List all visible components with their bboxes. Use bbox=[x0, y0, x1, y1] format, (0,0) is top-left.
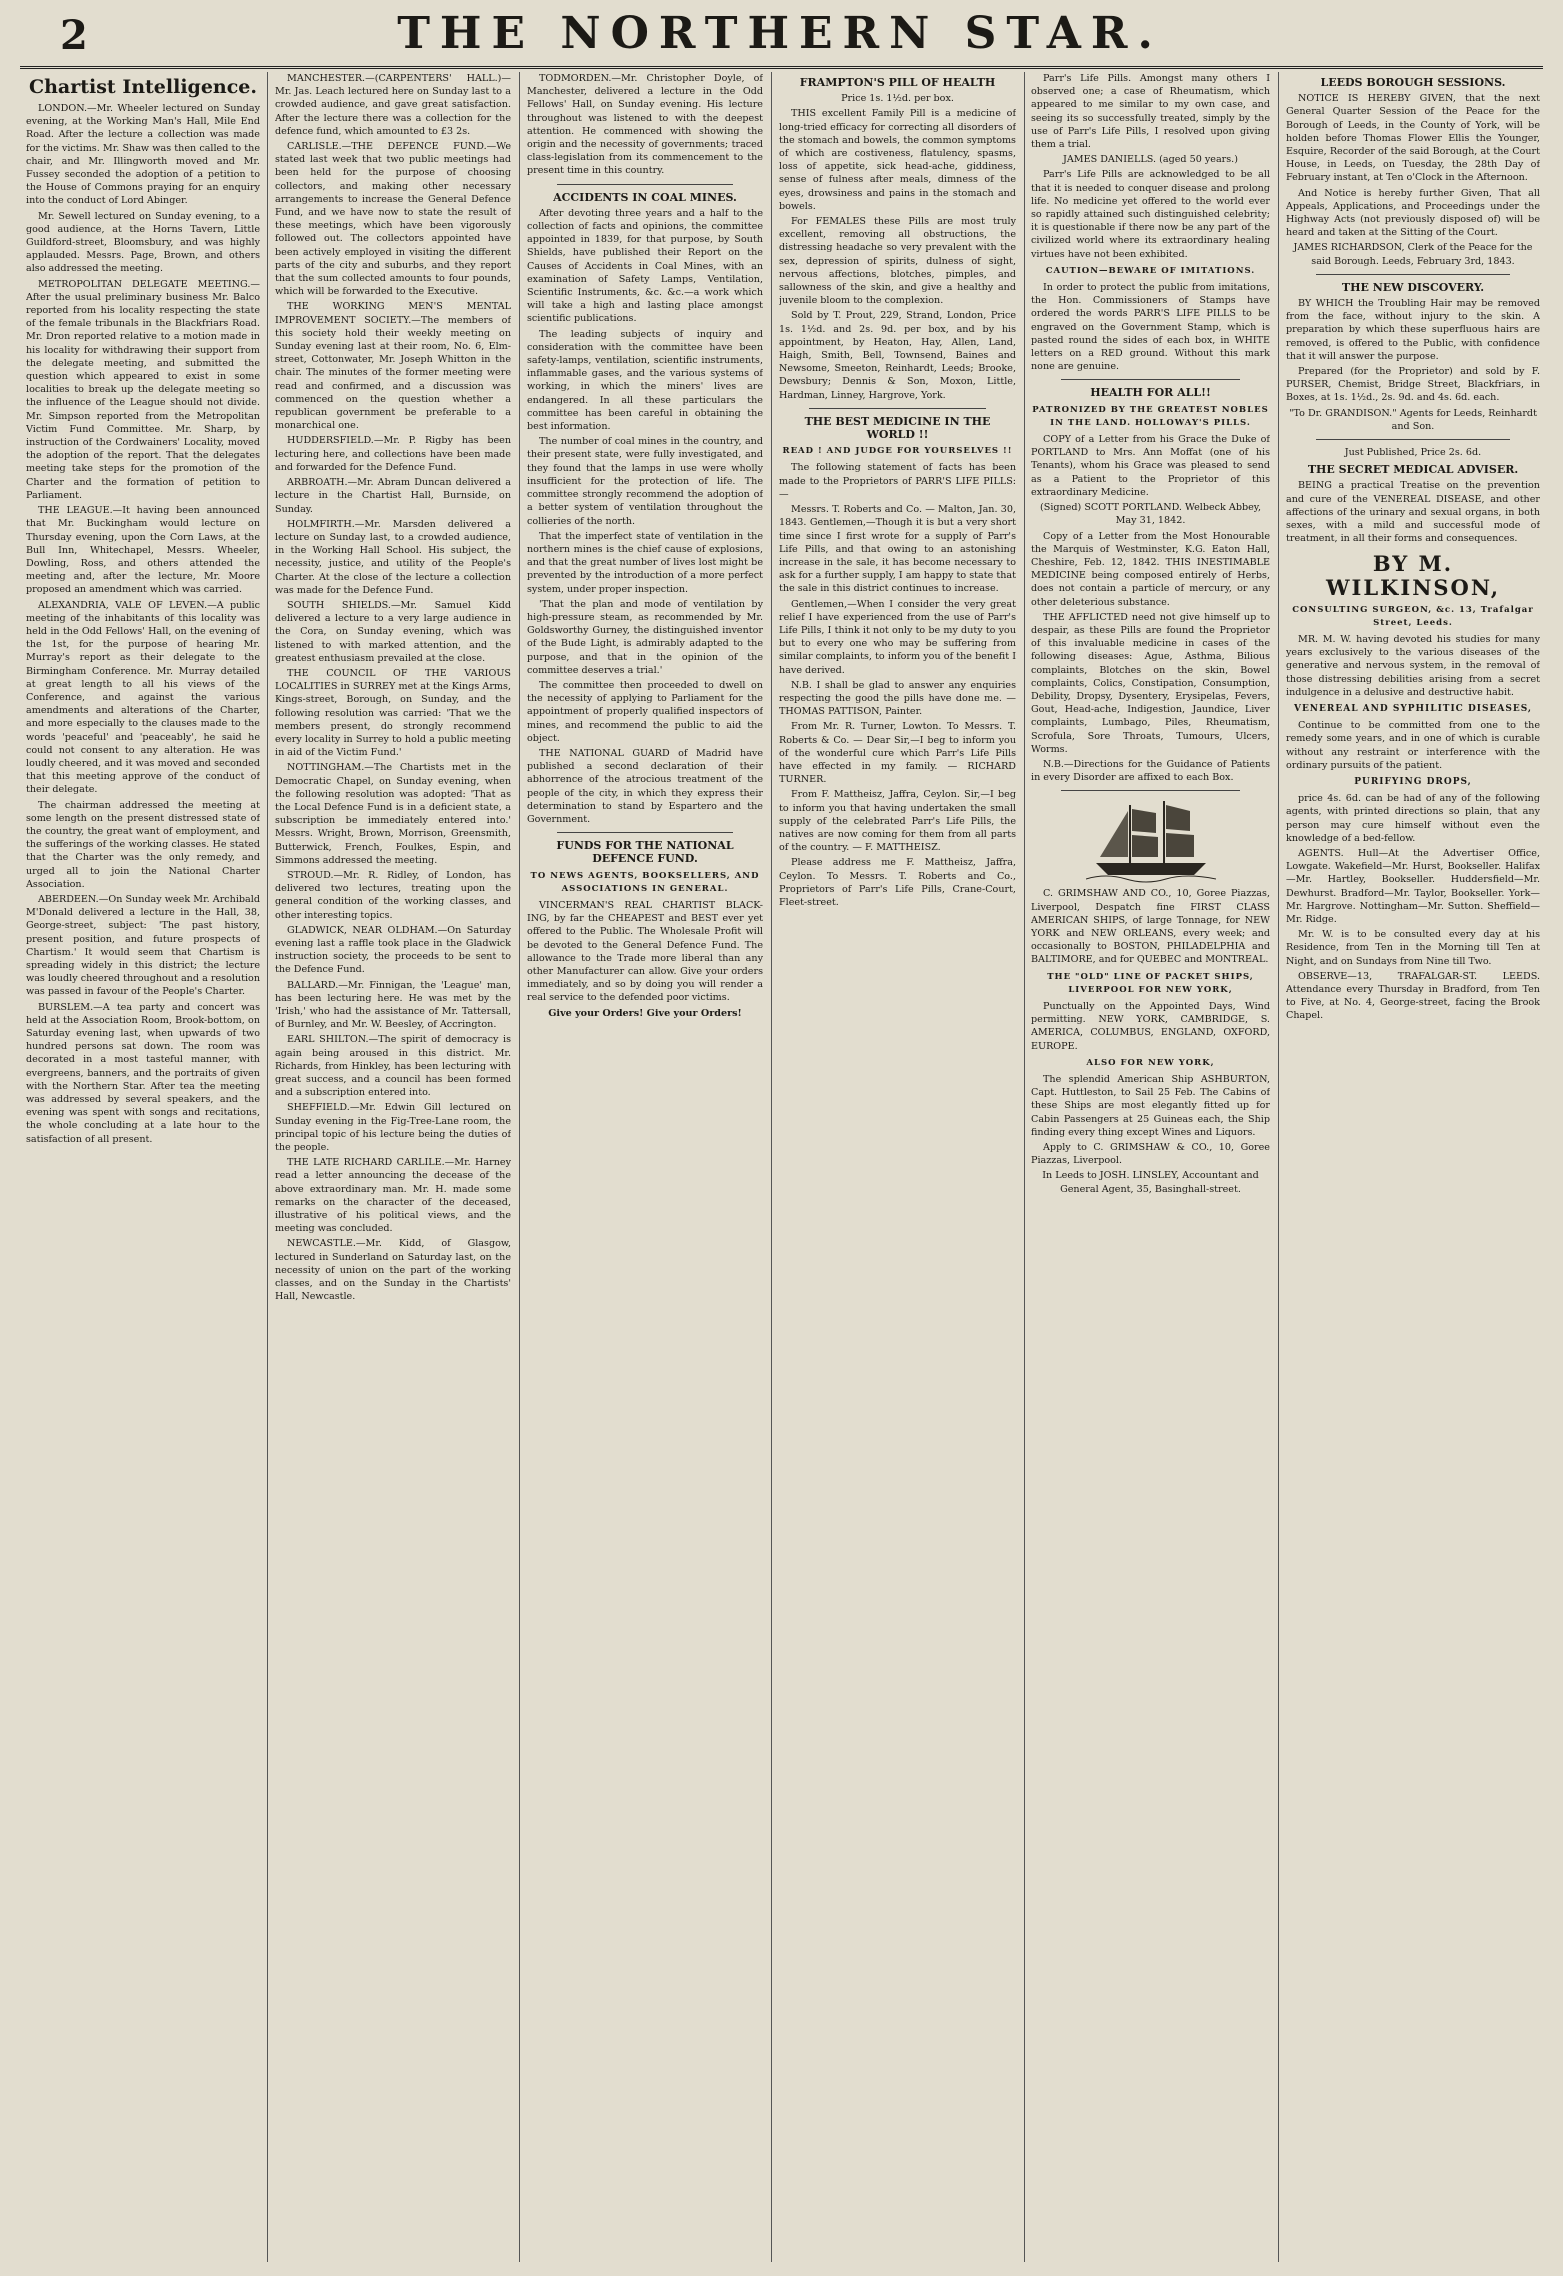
article-paragraph: STROUD.—Mr. R. Ridley, of London, has delivered two lectures, treating upon the general condition of the working classes, and other interesting topics. bbox=[275, 869, 511, 921]
column-rule bbox=[267, 72, 268, 2262]
article-paragraph: ALEXANDRIA, VALE OF LEVEN.—A public meeting of the inhabitants of this locality was held in the Odd Fellows' Hall, on the evening of the 1st, for the purpose of hearing Mr. Murray's report as their delegate to the Birmingham Conference. Mr. Murray detailed at great length to all his views of the Conference, and against the various amendments and alterations of the Charter, and more especially to the clauses made to the words 'peaceful' and 'peaceably', he said he could not consent to any alteration. He was loudly cheered, and it was moved and seconded that this meeting approve of the conduct of their delegate. bbox=[26, 599, 260, 796]
advertisement-paragraph: Messrs. T. Roberts and Co. — Malton, Jan. 30, 1843. Gentlemen,—Though it is but a very short time since I first wrote for a supply of Parr's Life Pills, and that owing to an astonishing increase in the sale, it has become necessary to ask for a further supply, I am happy to state that the sale in this district continues to increase. bbox=[779, 504, 1016, 595]
article-paragraph: The leading subjects of inquiry and consideration with the committee have been safety-lamps, ventilation, scientific instruments, inflammable gases, and the various systems of working, in which the miners' lives are endangered. In all these particulars the committee has been careful in obtaining the best information. bbox=[527, 328, 763, 433]
article-paragraph: NEWCASTLE.—Mr. Kidd, of Glasgow, lectured in Sunderland on Saturday last, on the necessity of union on the part of the working classes, and on the Sunday in the Chartists' Hall, Newcastle. bbox=[275, 1238, 511, 1303]
advertisement-closing: Give your Orders! Give your Orders! bbox=[548, 1007, 742, 1019]
advertisement-paragraph: Continue to be committed from one to the remedy some years, and in one of which is curable without any restraint or interference with the ordinary pursuits of the patient. bbox=[1286, 720, 1540, 771]
column-rule bbox=[519, 72, 520, 2262]
column-2 bbox=[275, 72, 511, 2262]
column-rule bbox=[1024, 72, 1025, 2262]
advertisement-heading: THE SECRET MEDICAL ADVISER. bbox=[1307, 463, 1519, 477]
article-paragraph: The chairman addressed the meeting at some length on the present distressed state of the country, the great want of employment, and the sufferings of the working classes. He stated that the Charter was the only remedy, and urged all to join the National Charter Association. bbox=[26, 799, 260, 890]
article-divider bbox=[557, 832, 733, 833]
advertisement-paragraph: Apply to C. GRIMSHAW & CO., 10, Goree Piazzas, Liverpool. bbox=[1031, 1142, 1270, 1167]
masthead bbox=[30, 8, 1530, 66]
article-divider bbox=[809, 408, 986, 409]
advertisement-paragraph: MR. M. W. having devoted his studies for many years exclusively to the various diseases of the generative and nervous system, in the removal of those distressing debilities arising from a secret indulgence in a delusive and destructive habit. bbox=[1286, 633, 1540, 698]
article-paragraph: After devoting three years and a half to the collection of facts and opinions, the committee appointed in 1839, for that purpose, by South Shields, have published their Report on the Causes of Accidents in Coal Mines, with an examination of Safety Lamps, Ventilation, Scientific Instruments, &c. &c.—a work which will take a high and lasting place amongst scientific publications. bbox=[527, 207, 763, 325]
article-divider bbox=[557, 184, 733, 185]
article-paragraph: ARBROATH.—Mr. Abram Duncan delivered a lecture in the Chartist Hall, Burnside, on Sunday. bbox=[275, 477, 511, 515]
article-paragraph: ABERDEEN.—On Sunday week Mr. Archibald M'Donald delivered a lecture in the Hall, 38, George-street, subject: 'The past history, present position, and future prospects of Chartism.' It would seem that Chartism is spreading widely in this district; the lecture was loudly cheered throughout and a resolution was passed in favour of the People's Charter. bbox=[26, 893, 260, 998]
advertisement-subheading: READ ! AND JUDGE FOR YOURSELVES !! bbox=[782, 446, 1013, 457]
article-heading: ACCIDENTS IN COAL MINES. bbox=[553, 190, 737, 204]
article-paragraph: LONDON.—Mr. Wheeler lectured on Sunday evening, at the Working Man's Hall, Mile End Road. After the lecture a collection was made for the victims. Mr. Shaw was then called to the chair, and Mr. Illingworth moved and Mr. Fussey seconded the adoption of a petition to the House of Commons praying for an enquiry into the conduct of Lord Abinger. bbox=[26, 103, 260, 207]
article-paragraph: TODMORDEN.—Mr. Christopher Doyle, of Manchester, delivered a lecture in the Odd Fellows' Hall, on Sunday evening. His lecture throughout was listened to with the deepest attention. He commenced with showing the origin and the necessity of governments; traced class-legislation from its commencement to the present time in this country. bbox=[527, 73, 763, 177]
advertisement-paragraph: From F. Mattheisz, Jaffra, Ceylon. Sir,—I beg to inform you that having undertaken the small supply of the celebrated Parr's Life Pills, the natives are now coming for them from all parts of the country. — F. MATTHEISZ. bbox=[779, 789, 1016, 854]
advertisement-paragraph: VINCERMAN'S REAL CHARTIST BLACK-ING, by far the CHEAPEST and BEST ever yet offered to the Public. The Wholesale Profit will be devoted to the General Defence Fund. The allowance to the Trade more liberal than any other Manufacturer can allow. Give your orders immediately, and so by doing you will render a real service to the defended poor victims. bbox=[527, 899, 763, 1004]
article-paragraph: BALLARD.—Mr. Finnigan, the 'League' man, has been lecturing here. He was met by the 'Irish,' who had the assistance of Mr. Tattersall, of Burnley, and Mr. W. Beesley, of Accrington. bbox=[275, 979, 511, 1031]
advertisement-paragraph: BY WHICH the Troubling Hair may be removed from the face, without injury to the skin. A preparation by which these superfluous hairs are removed, is offered to the Public, with confidence that it will answer the purpose. bbox=[1286, 298, 1540, 362]
column-5 bbox=[1031, 72, 1270, 2262]
advertisement-paragraph: Prepared (for the Proprietor) and sold by F. PURSER, Chemist, Bridge Street, Blackfriars, in Boxes, at 1s. 1½d., 2s. 9d. and 4s. 6d. each. bbox=[1286, 366, 1540, 404]
article-paragraph: HOLMFIRTH.—Mr. Marsden delivered a lecture on Sunday last, to a crowded audience, in the Working Hall School. His subject, the necessity, justice, and utility of the People's Charter. At the close of the lecture a collection was made for the Defence Fund. bbox=[275, 518, 511, 596]
caution-heading: CAUTION—BEWARE OF IMITATIONS. bbox=[1045, 265, 1256, 276]
article-paragraph: 'That the plan and mode of ventilation by high-pressure steam, as recommended by Mr. Goldsworthy Gurney, the distinguished inventor of the Bude Light, is admirably adapted to the purpose, and that in the opinion of the committee deserves a trial.' bbox=[527, 598, 763, 676]
shipping-subheading: THE "OLD" LINE OF PACKET SHIPS, LIVERPOOL FOR NEW YORK, bbox=[1047, 971, 1254, 995]
advertisement-heading: THE NEW DISCOVERY. bbox=[1341, 280, 1485, 294]
advertisement-paragraph: COPY of a Letter from his Grace the Duke of PORTLAND to Mrs. Ann Moffat (one of his Tenants), whom his Grace was pleased to send as a Patient to the Proprietor of this extraordinary Medicine. bbox=[1031, 434, 1270, 498]
page-number: 2 bbox=[60, 12, 88, 59]
article-paragraph: SHEFFIELD.—Mr. Edwin Gill lectured on Sunday evening in the Fig-Tree-Lane room, the principal topic of his lecture being the duties of the people. bbox=[275, 1102, 511, 1154]
article-paragraph: METROPOLITAN DELEGATE MEETING.—After the usual preliminary business Mr. Balco reported from his locality respecting the state of the female tribunals in the Blackfriars Road. Mr. Dron reported relative to a motion made in his locality for withdrawing their support from the delegate meeting, and submitted the question which appeared to exist in some localities to break up the delegate meeting so the influence of the League should not divide. Mr. Simpson reported from the Metropolitan Victim Fund Committee. Mr. Sharp, by instruction of the Cordwainers' Locality, moved the adoption of the report. That the delegates meeting take steps for the promotion of the Charter and the formation of petition to Parliament. bbox=[26, 278, 260, 501]
column-1 bbox=[26, 72, 260, 2262]
column-6 bbox=[1286, 72, 1540, 2262]
advertisement-paragraph: Please address me F. Mattheisz, Jaffra, Ceylon. To Messrs. T. Roberts and Co., Proprietors of Parr's Life Pills, Crane-Court, Fleet-street. bbox=[779, 857, 1016, 908]
article-paragraph: The committee then proceeded to dwell on the necessity of applying to Parliament for the appointment of properly qualified inspectors of mines, and recommend the public to aid the object. bbox=[527, 679, 763, 744]
advertisement-paragraph: THE AFFLICTED need not give himself up to despair, as these Pills are found the Proprietor of this invaluable medicine in cases of the following diseases: Ague, Asthma, Bilious complaints, Blotches on the skin, Bowel complaints, Colics, Constipation, Consumption, Debility, Dropsy, Dysentery, Erysipelas, Fevers, Gout, Head-ache, Indigestion, Jaundice, Liver complaints, Lumbago, Piles, Rheumatism, Scrofula, Sore Throats, Tumours, Ulcers, Worms. bbox=[1031, 611, 1270, 755]
article-divider bbox=[1061, 790, 1240, 791]
advertisement-subheading: VENEREAL AND SYPHILITIC DISEASES, bbox=[1293, 703, 1533, 714]
article-paragraph: NOTTINGHAM.—The Chartists met in the Democratic Chapel, on Sunday evening, when the following resolution was adopted: 'That as the Local Defence Fund is in a deficient state, a subscription be immediately entered into.' Messrs. Wright, Brown, Morrison, Greensmith, Butterwick, French, Foulkes, Espin, and Simmons addressed the meeting. bbox=[275, 762, 511, 866]
advertisement-paragraph: Sold by T. Prout, 229, Strand, London, Price 1s. 1½d. and 2s. 9d. per box, and by his appointment, by Heaton, Hay, Allen, Land, Haigh, Smith, Bell, Townsend, Baines and Newsome, Smeeton, Reinhardt, Leeds; Brooke, Dewsbury; Dennis & Son, Moxon, Little, Hardman, Linney, Hargrove, York. bbox=[779, 310, 1016, 401]
advertisement-paragraph: N.B.—Directions for the Guidance of Patients in every Disorder are affixed to each Box. bbox=[1031, 758, 1270, 784]
column-rule bbox=[771, 72, 772, 2262]
sailing-ship-icon bbox=[1086, 797, 1216, 883]
article-paragraph: That the imperfect state of ventilation in the northern mines is the chief cause of explosions, and that the great number of lives lost might be prevented by the introduction of a more perfect system, under proper inspection. bbox=[527, 530, 763, 595]
article-heading: FUNDS FOR THE NATIONAL DEFENCE FUND. bbox=[556, 839, 734, 866]
article-paragraph: THE COUNCIL OF THE VARIOUS LOCALITIES in SURREY met at the Kings Arms, Kings-street, Borough, on Sunday, and the following resolution was carried: 'That we the members present, do strongly recommend every locality in Surrey to hold a public meeting in aid of the Victim Fund.' bbox=[275, 667, 511, 759]
advertisement-paragraph: Parr's Life Pills. Amongst many others I observed one; a case of Rheumatism, which appeared to me similar to my own case, and seeing its so successfully treated, simply by the use of Parr's Life Pills, I resolved upon giving them a trial. bbox=[1031, 73, 1270, 151]
testimonial-signature: JAMES DANIELLS. (aged 50 years.) bbox=[1063, 154, 1238, 166]
advertisement-heading: FRAMPTON'S PILL OF HEALTH bbox=[799, 76, 996, 89]
notice-paragraph: And Notice is hereby further Given, That all Appeals, Applications, and Proceedings under the Highway Acts (not previously disposed of) will be heard and taken at the Sitting of the Court. bbox=[1286, 187, 1540, 239]
author-subheading: CONSULTING SURGEON, &c. 13, Trafalgar Street, Leeds. bbox=[1292, 604, 1534, 628]
article-paragraph: SOUTH SHIELDS.—Mr. Samuel Kidd delivered a lecture to a very large audience in the Cora, on Sunday evening, which was listened to with marked attention, and the greatest enthusiasm prevailed at the close. bbox=[275, 599, 511, 664]
shipping-subheading: ALSO FOR NEW YORK, bbox=[1086, 1057, 1215, 1068]
advertisement-price: Price 1s. 1½d. per box. bbox=[841, 93, 954, 105]
agent-signature: In Leeds to JOSH. LINSLEY, Accountant and General Agent, 35, Basinghall-street. bbox=[1042, 1170, 1259, 1195]
newspaper-title: THE NORTHERN STAR. bbox=[397, 8, 1163, 59]
advertisement-paragraph: For FEMALES these Pills are most truly excellent, removing all obstructions, the distressing headache so very prevalent with the sex, depression of spirits, dulness of sight, nervous affections, blotches, pimples, and sallowness of the skin, and give a healthy and juvenile bloom to the complexion. bbox=[779, 216, 1016, 307]
article-paragraph: THE NATIONAL GUARD of Madrid have published a second declaration of their abhorrence of the atrocious treatment of the people of the city, in which they express their determination to stand by Espartero and the Government. bbox=[527, 747, 763, 825]
masthead-rule bbox=[20, 66, 1543, 69]
article-paragraph: THE LATE RICHARD CARLILE.—Mr. Harney read a letter announcing the decease of the above extraordinary man. Mr. H. made some remarks on the character of the deceased, illustrative of his political views, and the meeting was concluded. bbox=[275, 1157, 511, 1235]
author-byline: BY M. WILKINSON, bbox=[1325, 550, 1501, 600]
article-paragraph: HUDDERSFIELD.—Mr. P. Rigby has been lecturing here, and collections have been made and forwarded for the Defence Fund. bbox=[275, 435, 511, 473]
advertisement-paragraph: Gentlemen,—When I consider the very great relief I have experienced from the use of Parr's Life Pills, I think it not only to be my duty to you but to every one who may be suffering from similar complaints, to inform you of the benefit I have derived. bbox=[779, 598, 1016, 676]
article-paragraph: The number of coal mines in the country, and their present state, were fully investigated, and they found that the lamps in use were wholly insufficient for the protection of life. The committee strongly recommend the adoption of a better system of ventilation throughout the collieries of the north. bbox=[527, 436, 763, 527]
column-4 bbox=[779, 72, 1016, 2262]
advertisement-paragraph: THIS excellent Family Pill is a medicine of long-tried efficacy for correcting all disorders of the stomach and bowels, the common symptoms of which are costiveness, flatulency, spasms, loss of appetite, sick head-ache, giddiness, sense of fulness after meals, dimness of the eyes, drowsiness and pains in the stomach and bowels. bbox=[779, 108, 1016, 212]
article-paragraph: THE LEAGUE.—It having been announced that Mr. Buckingham would lecture on Thursday evening, upon the Corn Laws, at the Bull Inn, Whitechapel, Messrs. Wheeler, Dowling, Ross, and others attended the meeting and, after the lecture, Mr. Moore proposed an amendment which was carried. bbox=[26, 505, 260, 596]
advertisement-heading: THE BEST MEDICINE IN THE WORLD !! bbox=[804, 414, 991, 442]
advertisement-paragraph: price 4s. 6d. can be had of any of the following agents, with printed directions so plain, that any person may cure himself without even the knowledge of a bed-fellow. bbox=[1286, 793, 1540, 844]
advertisement-paragraph: Mr. W. is to be consulted every day at his Residence, from Ten in the Morning till Ten at Night, and on Sundays from Nine till Two. bbox=[1286, 929, 1540, 967]
advertisement-paragraph: C. GRIMSHAW AND CO., 10, Goree Piazzas, Liverpool, Despatch fine FIRST CLASS AMERICAN SHIPS, of large Tonnage, for NEW YORK and NEW ORLEANS, every week; and occasionally to BOSTON, PHILADELPHIA and BALTIMORE, and for QUEBEC and MONTREAL. bbox=[1031, 888, 1270, 966]
advertisement-paragraph: BEING a practical Treatise on the prevention and cure of the VENEREAL DISEASE, and other affections of the urinary and sexual organs, in both sexes, with a mild and successful mode of treatment, in all their forms and consequences. bbox=[1286, 480, 1540, 545]
article-paragraph: BURSLEM.—A tea party and concert was held at the Association Room, Brook-bottom, on Saturday evening last, when upwards of two hundred persons sat down. The room was decorated in a most tasteful manner, with evergreens, banners, and the portraits of given with the Northern Star. After tea the meeting was addressed by several speakers, and the evening was spent with songs and recitations, the whole concluding at a late hour to the satisfaction of all present. bbox=[26, 1001, 260, 1145]
notice-paragraph: NOTICE IS HEREBY GIVEN, that the next General Quarter Session of the Peace for the Borough of Leeds, in the County of York, will be holden before Thomas Flower Ellis the Younger, Esquire, Recorder of the said Borough, at the Court House, in Leeds, on Tuesday, the 28th Day of February instant, at Ten o'Clock in the Afternoon. bbox=[1286, 93, 1540, 184]
article-paragraph: CARLISLE.—THE DEFENCE FUND.—We stated last week that two public meetings had been held for the purpose of choosing collectors, and making other necessary arrangements to increase the General Defence Fund, and we have now to state the result of these meetings, which have been vigorously followed out. The collectors appointed have been actively employed in visiting the different parts of the city and suburbs, and they report that the sum collected amounts to four pounds, which will be forwarded to the Executive. bbox=[275, 141, 511, 298]
article-divider bbox=[1061, 379, 1240, 380]
advertisement-paragraph: From Mr. R. Turner, Lowton. To Messrs. T. Roberts & Co. — Dear Sir,—I beg to inform you of the wonderful cure which Parr's Life Pills have effected in my family. — RICHARD TURNER. bbox=[779, 721, 1016, 786]
notice-signature: JAMES RICHARDSON, Clerk of the Peace for the said Borough. Leeds, February 3rd, 1843. bbox=[1293, 242, 1533, 267]
advertisement-subheading: PURIFYING DROPS, bbox=[1354, 776, 1472, 787]
advertisement-paragraph: Parr's Life Pills are acknowledged to be all that it is needed to conquer disease and prolong life. No medicine yet offered to the world ever so rapidly attained such distinguished celebrity; it is questionable if there now be any part of the civilized world where its extraordinary healing virtues have not been exhibited. bbox=[1031, 169, 1270, 260]
advertisement-paragraph: The splendid American Ship ASHBURTON, Capt. Huttleston, to Sail 25 Feb. The Cabins of these Ships are most elegantly fitted up for Cabin Passengers at 25 Guineas each, the Ship finding every thing except Wines and Liquors. bbox=[1031, 1074, 1270, 1138]
advertisement-heading: HEALTH FOR ALL!! bbox=[1090, 386, 1211, 400]
article-divider bbox=[1316, 439, 1510, 440]
article-paragraph: MANCHESTER.—(CARPENTERS' HALL.)—Mr. Jas. Leach lectured here on Sunday last to a crowded audience, and gave great satisfaction. After the lecture there was a collection for the defence fund, which amounted to £3 2s. bbox=[275, 73, 511, 137]
article-paragraph: GLADWICK, NEAR OLDHAM.—On Saturday evening last a raffle took place in the Gladwick instruction society, the proceeds to be sent to the Defence Fund. bbox=[275, 924, 511, 976]
article-paragraph: THE WORKING MEN'S MENTAL IMPROVEMENT SOCIETY.—The members of this society hold their weekly meeting on Sunday evening last at their room, No. 6, Elm-street, Cottonwater, Mr. Joseph Whitton in the chair. The minutes of the former meeting were read and confirmed, and a discussion was commenced on the question whether a republican government be preferable to a monarchical one. bbox=[275, 301, 511, 432]
notice-heading: LEEDS BOROUGH SESSIONS. bbox=[1320, 76, 1506, 89]
article-paragraph: Mr. Sewell lectured on Sunday evening, to a good audience, at the Horns Tavern, Little Guildford-street, Bloomsbury, and was highly applauded. Messrs. Page, Brown, and others also addressed the meeting. bbox=[26, 210, 260, 275]
advertisement-paragraph: The following statement of facts has been made to the Proprietors of PARR'S LIFE PILLS:— bbox=[779, 462, 1016, 500]
advertisement-paragraph: In order to protect the public from imitations, the Hon. Commissioners of Stamps have ordered the words PARR'S LIFE PILLS to be engraved on the Government Stamp, which is pasted round the sides of each box, in WHITE letters on a RED ground. Without this mark none are genuine. bbox=[1031, 282, 1270, 373]
article-paragraph: EARL SHILTON.—The spirit of democracy is again being aroused in this district. Mr. Richards, from Hinkley, has been lecturing with great success, and a council has been formed and a subscription entered into. bbox=[275, 1034, 511, 1099]
advertisement-paragraph: OBSERVE—13, TRAFALGAR-ST. LEEDS. Attendance every Thursday in Bradford, from Ten to Five, at No. 4, George-street, facing the Brook Chapel. bbox=[1286, 970, 1540, 1022]
advertisement-paragraph: N.B. I shall be glad to answer any enquiries respecting the good the pills have done me. — THOMAS PATTISON, Painter. bbox=[779, 679, 1016, 718]
article-divider bbox=[1316, 274, 1510, 275]
agent-signature: "To Dr. GRANDISON." Agents for Leeds, Reinhardt and Son. bbox=[1289, 407, 1537, 432]
article-subheading: TO NEWS AGENTS, BOOKSELLERS, AND ASSOCIATIONS IN GENERAL. bbox=[530, 870, 760, 894]
advertisement-subheading: PATRONIZED BY THE GREATEST NOBLES IN THE LAND. HOLLOWAY'S PILLS. bbox=[1032, 404, 1269, 428]
advertisement-paragraph: Copy of a Letter from the Most Honourable the Marquis of Westminster, K.G. Eaton Hall, Cheshire, Feb. 12, 1842. THIS INESTIMABLE MEDICINE being composed entirely of Herbs, does not contain a particle of mercury, or any other deleterious substance. bbox=[1031, 530, 1270, 608]
advertisement-paragraph: Punctually on the Appointed Days, Wind permitting. NEW YORK, CAMBRIDGE, S. AMERICA, COLUMBUS, ENGLAND, OXFORD, EUROPE. bbox=[1031, 1000, 1270, 1052]
publication-notice: Just Published, Price 2s. 6d. bbox=[1344, 447, 1482, 459]
letter-signature: (Signed) SCOTT PORTLAND. Welbeck Abbey, May 31, 1842. bbox=[1040, 502, 1261, 527]
agents-list: AGENTS. Hull—At the Advertiser Office, Lowgate. Wakefield—Mr. Hurst, Bookseller. Halifax—Mr. Hartley, Bookseller. Huddersfield—Mr. Dewhurst. Bradford—Mr. Taylor, Bookseller. York—Mr. Hargrove. Nottingham—Mr. Sutton. Sheffield—Mr. Ridge. bbox=[1286, 847, 1540, 925]
section-heading: Chartist Intelligence. bbox=[28, 76, 258, 98]
column-3 bbox=[527, 72, 763, 2262]
column-rule bbox=[1278, 72, 1279, 2262]
